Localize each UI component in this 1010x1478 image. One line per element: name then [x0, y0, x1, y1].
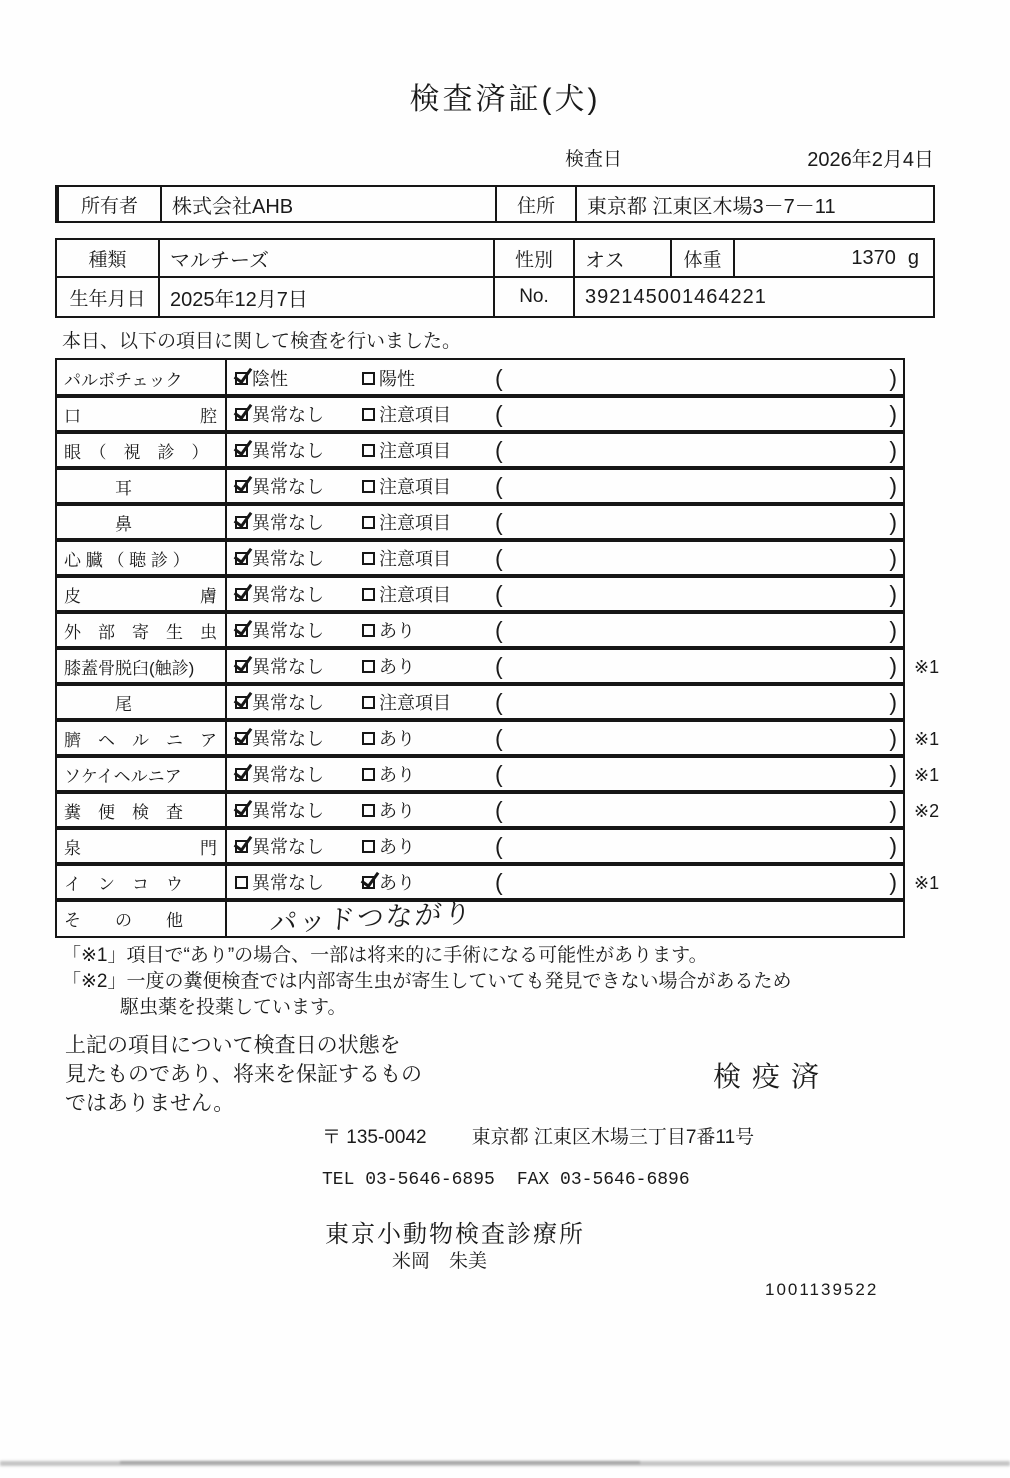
option-label: あり	[379, 657, 415, 677]
inspection-item-label: 泉 門	[57, 828, 227, 864]
option-label: あり	[379, 801, 415, 821]
paren-close-icon: )	[889, 508, 897, 535]
inspection-option-1	[235, 725, 362, 751]
footnote-2: 「※2」一度の糞便検査では内部寄生虫が寄生していても発見できない場合があるため	[62, 971, 792, 992]
remarks-parentheses	[495, 833, 903, 860]
paren-open-icon: (	[495, 760, 503, 787]
checkbox-icon	[235, 372, 248, 385]
address-label: 住所	[497, 187, 577, 221]
remarks-parentheses	[495, 401, 903, 428]
checkbox-icon	[235, 480, 248, 493]
checkbox-icon	[235, 768, 248, 781]
paren-close-icon: )	[889, 832, 897, 859]
remarks-parentheses	[495, 473, 903, 500]
disclaimer-text	[65, 1031, 465, 1118]
checkbox-icon	[362, 804, 375, 817]
checkbox-icon	[235, 804, 248, 817]
footnote-mark	[905, 576, 955, 614]
checkbox-icon	[362, 840, 375, 853]
checkbox-icon	[362, 660, 375, 673]
checkbox-icon	[362, 696, 375, 709]
inspection-row	[55, 792, 1010, 830]
footnote-mark	[905, 612, 955, 650]
breed-label: 種類	[57, 240, 160, 276]
remarks-parentheses	[495, 545, 903, 572]
option-label: あり	[379, 873, 415, 893]
postal-code: 〒 135-0042	[322, 1126, 427, 1148]
remarks-parentheses	[495, 437, 903, 464]
checkbox-icon	[235, 408, 248, 421]
inspection-row	[55, 396, 1010, 434]
inspection-option-2	[362, 869, 495, 895]
checkbox-icon	[235, 588, 248, 601]
inspection-row	[55, 756, 1010, 794]
owner-table	[55, 185, 935, 223]
paren-open-icon: (	[495, 832, 503, 859]
disclaimer-and-stamp	[0, 1031, 1010, 1118]
paren-open-icon: (	[495, 688, 503, 715]
paren-open-icon: (	[495, 868, 503, 895]
paren-close-icon: )	[889, 652, 897, 679]
inspection-row	[55, 828, 1010, 866]
footnote-mark: ※1	[914, 872, 940, 893]
footnote-mark	[905, 540, 955, 578]
checkbox-icon	[235, 552, 248, 565]
exam-date-value: 2026年2月4日	[807, 148, 934, 171]
weight-label: 体重	[672, 240, 735, 276]
inspection-item-label: 心 臓 （ 聴 診 ）	[57, 540, 227, 576]
paren-close-icon: )	[889, 688, 897, 715]
checkbox-icon	[235, 732, 248, 745]
option-label: 注意項目	[379, 549, 451, 569]
sex-label: 性別	[495, 240, 575, 276]
remarks-parentheses	[495, 365, 903, 392]
paren-close-icon: )	[889, 544, 897, 571]
option-label: 異常なし	[252, 621, 324, 641]
inspection-option-1	[235, 365, 362, 391]
remarks-parentheses	[495, 869, 903, 896]
clinic-name: 東京小動物検査診療所	[325, 1221, 585, 1248]
option-label: 異常なし	[252, 549, 324, 569]
examiner-name: 米岡 朱美	[392, 1251, 488, 1272]
weight-value-cell	[735, 240, 933, 276]
checkbox-icon	[362, 552, 375, 565]
inspection-item-label: パルボチェック	[57, 360, 227, 396]
footnote-mark: ※1	[914, 764, 940, 785]
checkbox-icon	[235, 696, 248, 709]
remarks-parentheses	[495, 797, 903, 824]
option-label: 陽性	[379, 369, 415, 389]
inspection-option-2	[362, 797, 495, 823]
owner-label: 所有者	[59, 187, 162, 221]
handwritten-note: パッドつながり	[268, 897, 474, 938]
inspection-item-label: 膝蓋骨脱臼(触診)	[57, 648, 227, 684]
inspection-option-2	[362, 509, 495, 535]
option-label: 注意項目	[379, 405, 451, 425]
checkbox-icon	[235, 660, 248, 673]
option-label: 異常なし	[252, 441, 324, 461]
inspection-item-label: 口 腔	[57, 396, 227, 432]
inspection-item-label: 尾	[57, 684, 227, 720]
option-label: 異常なし	[252, 513, 324, 533]
remarks-parentheses	[495, 689, 903, 716]
option-label: 異常なし	[252, 837, 324, 857]
fax-number: FAX 03-5646-6896	[516, 1170, 690, 1190]
inspection-item-label: 糞 便 検 査	[57, 792, 227, 828]
paren-open-icon: (	[495, 580, 503, 607]
inspection-option-1	[235, 833, 362, 859]
inspection-option-1	[235, 581, 362, 607]
birthdate-label: 生年月日	[57, 278, 160, 316]
option-label: 異常なし	[252, 657, 324, 677]
checkbox-icon	[362, 876, 375, 889]
inspection-option-1	[235, 617, 362, 643]
checkbox-icon	[362, 768, 375, 781]
paren-open-icon: (	[495, 544, 503, 571]
inspection-option-1	[235, 689, 362, 715]
clinic-address: 東京都 江東区木場三丁目7番11号	[471, 1126, 755, 1148]
inspection-item-label: そ の 他	[57, 900, 227, 936]
owner-value: 株式会社AHB	[162, 187, 497, 221]
paren-close-icon: )	[889, 724, 897, 751]
checkbox-icon	[362, 408, 375, 421]
footnote-mark: ※1	[914, 656, 940, 677]
footnote-mark	[905, 900, 955, 938]
option-label: 異常なし	[252, 405, 324, 425]
inspection-option-2	[362, 617, 495, 643]
footnote-mark	[905, 358, 955, 398]
footnote-mark	[905, 432, 955, 470]
option-label: 異常なし	[252, 873, 324, 893]
exam-date-label: 検査日	[565, 148, 623, 170]
inspection-row	[55, 358, 1010, 398]
option-label: あり	[379, 729, 415, 749]
paren-open-icon: (	[495, 616, 503, 643]
paren-close-icon: )	[889, 868, 897, 895]
remarks-parentheses	[495, 509, 903, 536]
checkbox-icon	[362, 516, 375, 529]
inspection-row	[55, 504, 1010, 542]
checkbox-icon	[362, 624, 375, 637]
inspection-row	[55, 612, 1010, 650]
paren-open-icon: (	[495, 508, 503, 535]
inspection-option-2	[362, 833, 495, 859]
inspection-item-label: 皮 膚	[57, 576, 227, 612]
paren-close-icon: )	[889, 760, 897, 787]
paren-open-icon: (	[495, 364, 503, 391]
inspection-item-label: 外 部 寄 生 虫	[57, 612, 227, 648]
paren-close-icon: )	[889, 400, 897, 427]
exam-date-row	[565, 144, 934, 170]
clinic-address-line	[322, 1122, 1010, 1148]
inspection-option-1	[235, 653, 362, 679]
inspection-option-2	[362, 437, 495, 463]
option-label: 注意項目	[379, 513, 451, 533]
footnote-1: 「※1」項目で“あり”の場合、一部は将来的に手術になる可能性があります。	[62, 945, 708, 966]
remarks-parentheses	[495, 761, 903, 788]
inspection-table	[55, 358, 1010, 938]
checkbox-icon	[362, 732, 375, 745]
disclaimer-line-2: 見たものであり、将来を保証するもの	[65, 1063, 422, 1086]
intro-sentence: 本日、以下の項目に関して検査を行いました。	[62, 331, 462, 352]
weight-value: 1370	[851, 246, 896, 269]
quarantine-stamp: 検疫済	[712, 1060, 830, 1092]
birthdate-value: 2025年12月7日	[160, 278, 495, 316]
checkbox-icon	[235, 840, 248, 853]
inspection-row	[55, 684, 1010, 722]
footnotes	[62, 943, 1010, 1021]
option-label: 注意項目	[379, 585, 451, 605]
option-label: 異常なし	[252, 585, 324, 605]
inspection-option-2	[362, 689, 495, 715]
footnote-mark	[905, 504, 955, 542]
option-label: 異常なし	[252, 477, 324, 497]
inspection-option-2	[362, 761, 495, 787]
inspection-item-label: イ ン コ ウ	[57, 864, 227, 900]
inspection-option-2	[362, 653, 495, 679]
pet-table-row-2	[57, 278, 933, 316]
inspection-row	[55, 720, 1010, 758]
disclaimer-line-3: ではありません。	[65, 1092, 235, 1115]
footnote-2-continued: 駆虫薬を投薬しています。	[120, 997, 347, 1018]
inspection-row	[55, 648, 1010, 686]
paren-open-icon: (	[495, 652, 503, 679]
tel-fax-line	[322, 1170, 1010, 1194]
address-value: 東京都 江東区木場3－7－11	[587, 195, 836, 218]
checkbox-icon	[362, 588, 375, 601]
remarks-parentheses	[495, 617, 903, 644]
inspection-row	[55, 540, 1010, 578]
weight-unit: g	[907, 246, 919, 269]
paren-open-icon: (	[495, 400, 503, 427]
tel-number: TEL 03-5646-6895	[322, 1170, 495, 1190]
option-label: 注意項目	[379, 477, 451, 497]
pet-table-row-1	[57, 240, 933, 278]
inspection-item-label: 鼻	[57, 504, 227, 540]
inspection-option-2	[362, 365, 495, 391]
inspection-row	[55, 432, 1010, 470]
inspection-item-label: ソケイヘルニア	[57, 756, 227, 792]
page-title: 検査済証(犬)	[409, 83, 601, 116]
inspection-option-1	[235, 401, 362, 427]
footnote-mark	[905, 828, 955, 866]
paren-close-icon: )	[889, 616, 897, 643]
remarks-parentheses	[495, 653, 903, 680]
option-label: あり	[379, 621, 415, 641]
option-label: 異常なし	[252, 729, 324, 749]
footnote-mark	[905, 468, 955, 506]
inspection-row	[55, 864, 1010, 902]
checkbox-icon	[235, 624, 248, 637]
inspection-row	[55, 576, 1010, 614]
checkbox-icon	[235, 516, 248, 529]
option-label: 異常なし	[252, 765, 324, 785]
inspection-option-1	[235, 545, 362, 571]
checkbox-icon	[362, 372, 375, 385]
checkbox-icon	[235, 876, 248, 889]
inspection-item-label: 耳	[57, 468, 227, 504]
footnote-mark	[905, 684, 955, 722]
pet-table	[55, 238, 935, 318]
option-label: 注意項目	[379, 693, 451, 713]
inspection-option-1	[235, 761, 362, 787]
paren-close-icon: )	[889, 796, 897, 823]
paren-open-icon: (	[495, 796, 503, 823]
inspection-item-label: 臍 ヘ ル ニ ア	[57, 720, 227, 756]
inspection-option-1	[235, 473, 362, 499]
option-label: 注意項目	[379, 441, 451, 461]
inspection-option-2	[362, 581, 495, 607]
paren-close-icon: )	[889, 580, 897, 607]
inspection-row-other	[55, 897, 1010, 938]
paren-open-icon: (	[495, 472, 503, 499]
option-label: あり	[379, 837, 415, 857]
inspection-option-1	[235, 437, 362, 463]
sex-value: オス	[575, 240, 672, 276]
option-label: 陰性	[252, 369, 288, 389]
inspection-option-2	[362, 725, 495, 751]
remarks-parentheses	[495, 581, 903, 608]
checkbox-icon	[362, 444, 375, 457]
paren-close-icon: )	[889, 436, 897, 463]
disclaimer-line-1: 上記の項目について検査日の状態を	[65, 1034, 401, 1057]
number-label: No.	[495, 278, 575, 316]
breed-value: マルチーズ	[160, 240, 495, 276]
footnote-mark: ※2	[914, 800, 940, 821]
option-label: 異常なし	[252, 693, 324, 713]
inspection-option-1	[235, 869, 362, 895]
option-label: あり	[379, 765, 415, 785]
inspection-option-1	[235, 509, 362, 535]
remarks-parentheses	[495, 725, 903, 752]
inspection-option-2	[362, 401, 495, 427]
paren-open-icon: (	[495, 724, 503, 751]
paren-open-icon: (	[495, 436, 503, 463]
serial-number: 1001139522	[765, 1280, 879, 1299]
footnote-mark: ※1	[914, 728, 940, 749]
checkbox-icon	[235, 444, 248, 457]
paren-close-icon: )	[889, 472, 897, 499]
inspection-option-2	[362, 545, 495, 571]
option-label: 異常なし	[252, 801, 324, 821]
inspection-option-1	[235, 797, 362, 823]
scan-edge-artifact-dark	[120, 1461, 640, 1464]
inspection-item-label: 眼 （ 視 診 ）	[57, 432, 227, 468]
inspection-row	[55, 468, 1010, 506]
checkbox-icon	[362, 480, 375, 493]
inspection-option-2	[362, 473, 495, 499]
number-value: 392145001464221	[585, 285, 767, 308]
paren-close-icon: )	[889, 364, 897, 391]
footnote-mark	[905, 396, 955, 434]
